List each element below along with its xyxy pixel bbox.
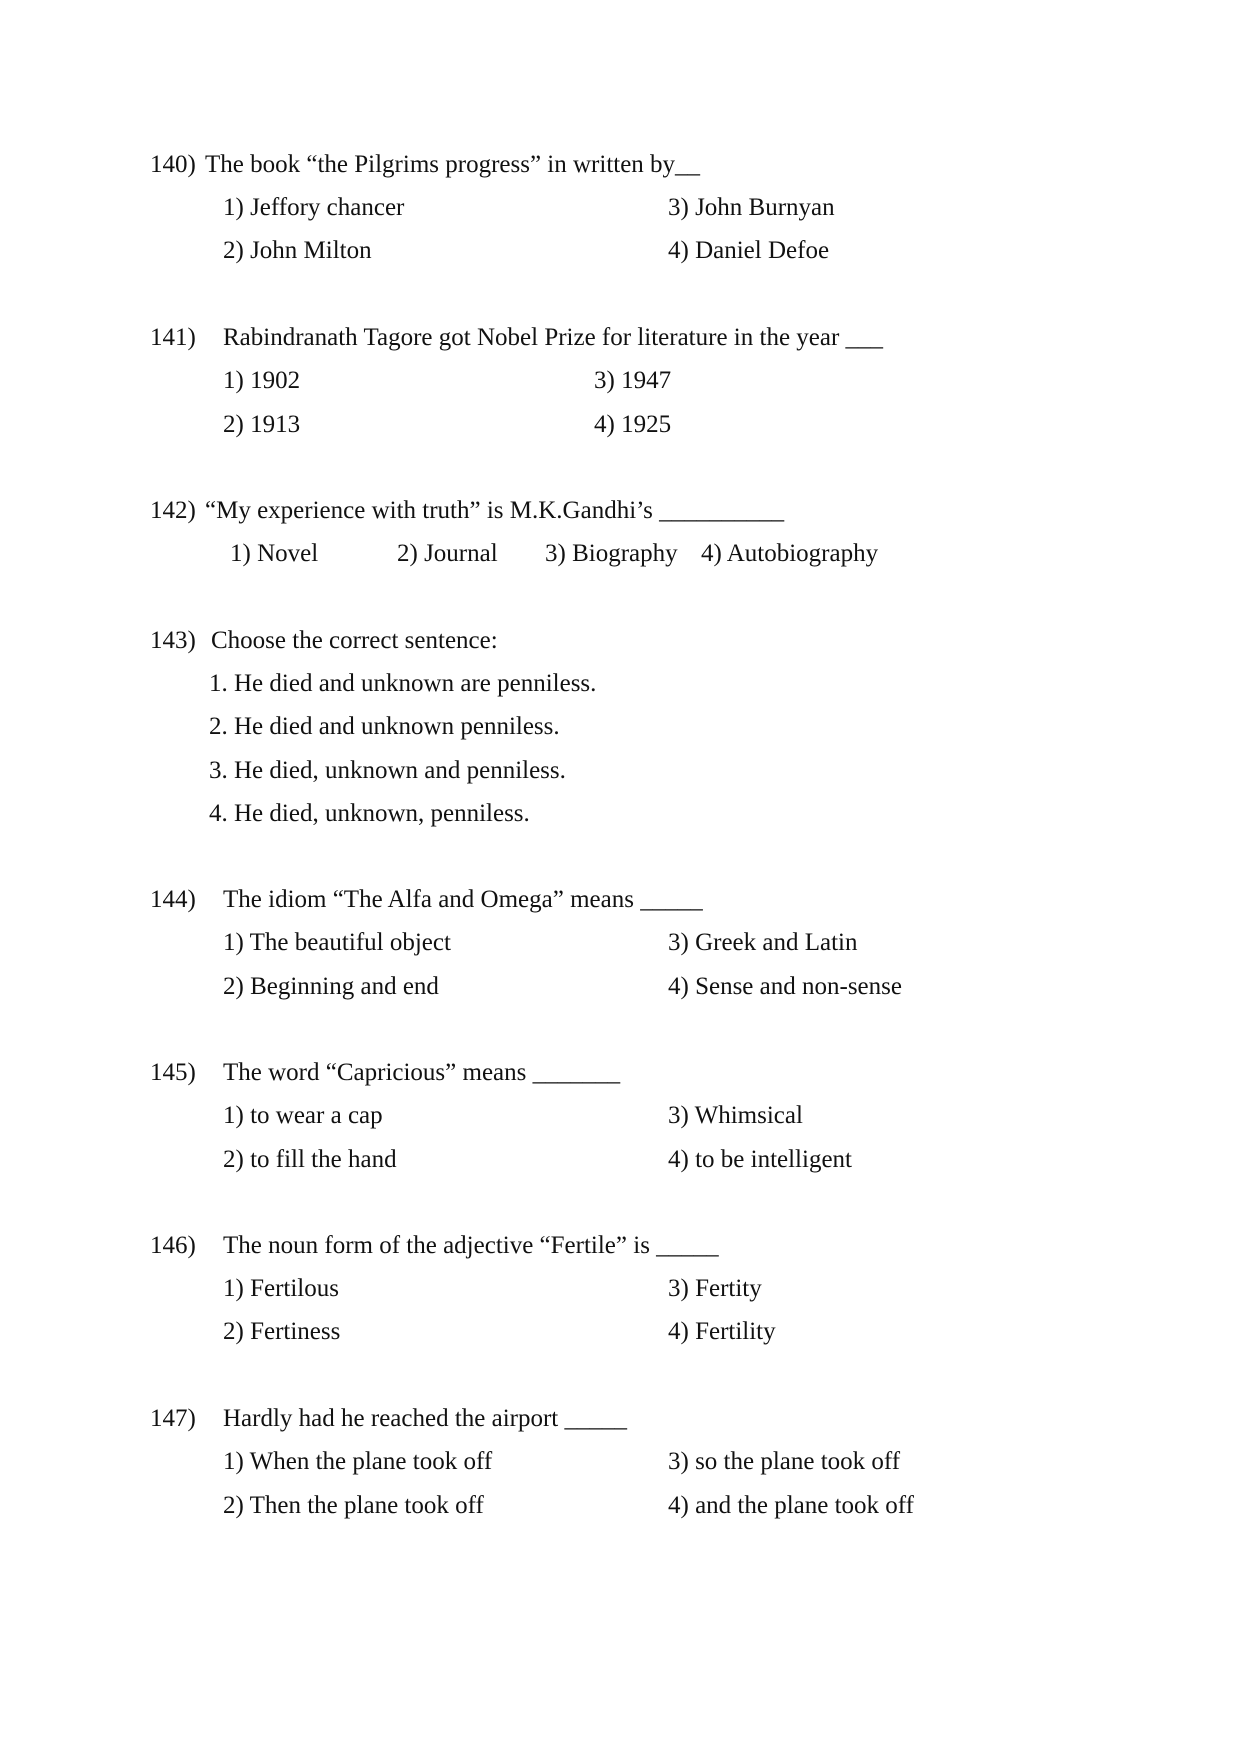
question-text: Choose the correct sentence: <box>211 627 498 654</box>
option-2: 2) to fill the hand <box>223 1146 397 1173</box>
option-3: 3) 1947 <box>594 367 672 394</box>
option-1: 1) When the plane took off <box>223 1448 493 1475</box>
option-1: 1) Jeffory chancer <box>223 194 405 221</box>
option-3: 3) Greek and Latin <box>668 929 858 956</box>
question-text: The idiom “The Alfa and Omega” means _____ <box>223 886 703 913</box>
option-4: 4) Autobiography <box>701 540 879 567</box>
question-text: The noun form of the adjective “Fertile” is _____ <box>223 1232 719 1259</box>
option-3: 3) so the plane took off <box>668 1448 901 1475</box>
option-2: 2) Fertiness <box>223 1318 341 1345</box>
option-3: 3. He died, unknown and penniless. <box>209 757 566 784</box>
option-3: 3) Fertity <box>668 1275 762 1302</box>
option-2: 2) 1913 <box>223 411 301 438</box>
option-1: 1) The beautiful object <box>223 929 451 956</box>
option-4: 4) Fertility <box>668 1318 776 1345</box>
option-1: 1) Fertilous <box>223 1275 339 1302</box>
question-number: 141) <box>150 324 196 351</box>
option-4: 4) Sense and non-sense <box>668 973 902 1000</box>
question-number: 146) <box>150 1232 196 1259</box>
option-1: 1) 1902 <box>223 367 301 394</box>
option-2: 2) Beginning and end <box>223 973 439 1000</box>
option-2: 2) John Milton <box>223 237 372 264</box>
question-text: Hardly had he reached the airport _____ <box>223 1405 628 1432</box>
question-text: “My experience with truth” is M.K.Gandhi’s __________ <box>205 497 785 524</box>
option-1: 1) to wear a cap <box>223 1102 383 1129</box>
option-4: 4) to be intelligent <box>668 1146 852 1173</box>
option-2: 2. He died and unknown penniless. <box>209 713 560 740</box>
option-1: 1) Novel <box>230 540 319 567</box>
question-text: The book “the Pilgrims progress” in written by__ <box>205 151 701 178</box>
question-number: 140) <box>150 151 196 178</box>
option-4: 4) 1925 <box>594 411 672 438</box>
option-3: 3) Biography <box>545 540 678 567</box>
option-1: 1. He died and unknown are penniless. <box>209 670 597 697</box>
question-text: The word “Capricious” means _______ <box>223 1059 621 1086</box>
option-4: 4. He died, unknown, penniless. <box>209 800 530 827</box>
question-number: 143) <box>150 627 196 654</box>
option-3: 3) Whimsical <box>668 1102 803 1129</box>
option-4: 4) and the plane took off <box>668 1492 914 1519</box>
question-number: 144) <box>150 886 196 913</box>
question-number: 145) <box>150 1059 196 1086</box>
option-2: 2) Journal <box>397 540 498 567</box>
question-number: 142) <box>150 497 196 524</box>
option-2: 2) Then the plane took off <box>223 1492 484 1519</box>
option-3: 3) John Burnyan <box>668 194 835 221</box>
question-number: 147) <box>150 1405 196 1432</box>
question-text: Rabindranath Tagore got Nobel Prize for literature in the year ___ <box>223 324 884 351</box>
option-4: 4) Daniel Defoe <box>668 237 830 264</box>
